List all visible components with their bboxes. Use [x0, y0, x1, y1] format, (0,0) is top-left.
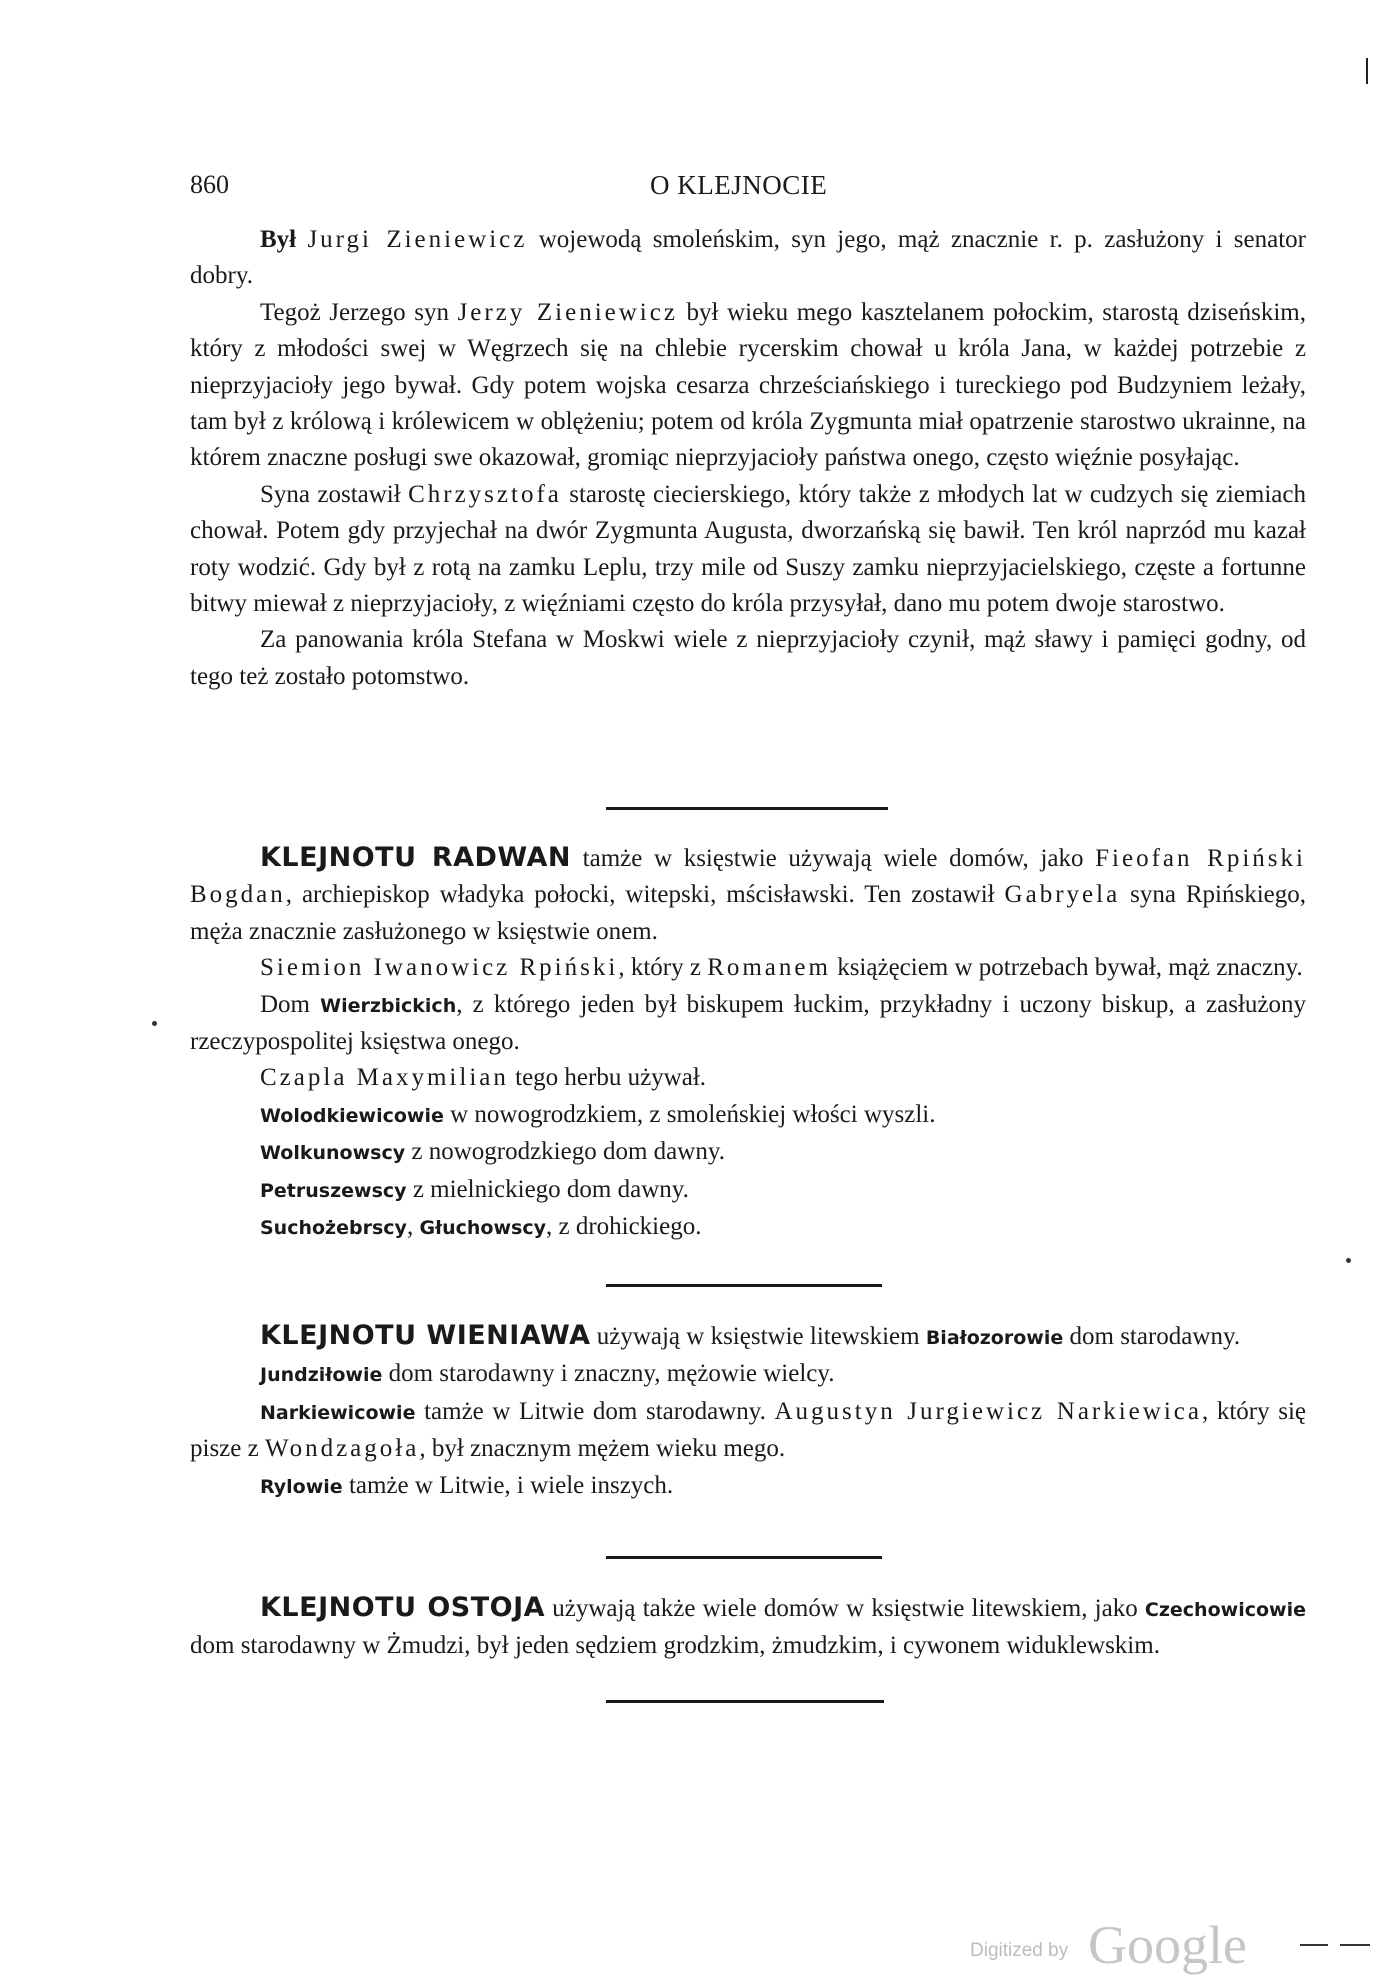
paragraph: Wolodkiewicowie w nowogrodzkiem, z smoleńskiej włości wyszli.	[260, 1100, 936, 1128]
section-heading: KLEJNOTU WIENIAWA	[260, 1320, 591, 1351]
section-zieniewicz	[190, 222, 1306, 695]
person-name: Chrzysztofa	[408, 480, 562, 508]
paragraph: Tegoż Jerzego syn Jerzy Zieniewicz był wieku mego kasztelanem połockim, starostą dziseńskim, który z młodości swej w Węgrzech się na chlebie rycerskim chował u króla Jana, w każdej potrzebie z nieprzyjacioły jego bywał. Gdy potem wojska cesarza chrześciańskiego i tureckiego pod Budzyniem leżały, tam był z królową i królewicem w oblężeniu; potem od króla Zygmunta miał opatrzenie starostwo ukrainne, na którem znaczne posługi swe okazował, gromiąc nieprzyjacioły państwa onego, często więźnie posyłając.	[190, 298, 1306, 472]
paragraph: Za panowania króla Stefana w Moskwi wiele z nieprzyjacioły czynił, mąż sławy i pamięci godny, od tego też zostało potomstwo.	[190, 626, 1306, 690]
person-name: Siemion Iwanowicz Rpiński	[260, 954, 619, 982]
section-radwan	[190, 840, 1306, 1246]
section-divider	[606, 807, 888, 810]
scan-edge-dash	[1340, 1944, 1370, 1946]
paragraph: KLEJNOTU RADWAN tamże w księstwie używają wiele domów, jako Fieofan Rpiński Bogdan, archiepiskop władyka połocki, witepski, mścisławski. Ten zostawił Gabryela syna Rpińskiego, męża znacznie zasłużonego w księstwie onem.	[190, 842, 1306, 945]
paragraph: Suchożebrscy, Głuchowscy, z drohickiego.	[260, 1213, 702, 1241]
family-name: Suchożebrscy	[260, 1217, 407, 1240]
family-name: Petruszewscy	[260, 1179, 407, 1202]
section-divider	[606, 1284, 882, 1287]
section-ostoja	[190, 1590, 1306, 1665]
family-name: Wierzbickich	[320, 994, 457, 1017]
person-name: Czapla Maxymilian	[260, 1064, 509, 1092]
person-name: Jerzy Zieniewicz	[457, 298, 678, 326]
person-name: Romanem	[707, 954, 831, 982]
paragraph: Jundziłowie dom starodawny i znaczny, mężowie wielcy.	[260, 1360, 835, 1388]
section-wieniawa	[190, 1318, 1306, 1505]
section-heading: KLEJNOTU RADWAN	[260, 842, 571, 873]
section-divider	[606, 1700, 884, 1703]
paragraph: Syna zostawił Chrzysztofa starostę ciecierskiego, który także z młodych lat w cudzych się ziemiach chował. Potem gdy przyjechał na dwór Zygmunta Augusta, dworzańską się bawił. Ten król naprzód mu kazał roty wodzić. Gdy był z rotą na zamku Leplu, trzy mile od Suszy zamku nieprzyjacielskiego, częste a fortunne bitwy miewał z nieprzyjacioły, z więźniami często do króla przysyłał, dano mu potem dwoje starostwo.	[190, 480, 1306, 618]
scan-edge-dash	[1300, 1944, 1328, 1946]
paragraph: Był Jurgi Zieniewicz wojewodą smoleńskim, syn jego, mąż znacznie r. p. zasłużony i senator dobry.	[190, 226, 1306, 290]
person-name: Augustyn Jurgiewicz Narkiewica	[774, 1397, 1202, 1425]
google-logo: Google	[1088, 1915, 1247, 1975]
paragraph: Narkiewicowie tamże w Litwie dom starodawny. Augustyn Jurgiewicz Narkiewica, który się pisze z Wondzagoła, był znacznym mężem wieku mego.	[190, 1397, 1307, 1463]
person-name: Jurgi Zieniewicz	[307, 226, 528, 253]
family-name: Wolodkiewicowie	[260, 1104, 444, 1127]
family-name: Jundziłowie	[260, 1364, 383, 1387]
family-name: Głuchowscy	[419, 1217, 546, 1240]
family-name: Białozorowie	[925, 1327, 1064, 1349]
paragraph: Petruszewscy z mielnickiego dom dawny.	[260, 1175, 689, 1203]
page-header	[190, 170, 1310, 206]
place-name: Wondzagoła	[264, 1435, 420, 1463]
person-name: Gabryela	[1004, 881, 1121, 909]
paragraph: Czapla Maxymilian tego herbu używał.	[260, 1064, 707, 1092]
paragraph: KLEJNOTU OSTOJA używają także wiele domów w księstwie litewskiem, jako Czechowicowie dom starodawny w Żmudzi, był jeden sędziem grodzkim, żmudzkim, i cywonem widuklewskim.	[190, 1592, 1306, 1660]
paragraph: Rylowie tamże w Litwie, i wiele inszych.	[260, 1471, 674, 1499]
paragraph: Dom Wierzbickich, z którego jeden był biskupem łuckim, przykładny i uczony biskup, a zasłużony rzeczypospolitej księstwa onego.	[190, 990, 1306, 1056]
family-name: Rylowie	[260, 1475, 343, 1498]
running-title: O KLEJNOCIE	[650, 170, 828, 200]
section-heading: KLEJNOTU OSTOJA	[260, 1592, 546, 1623]
paragraph: KLEJNOTU WIENIAWA używają w księstwie litewskiem Białozorowie dom starodawny.	[260, 1320, 1241, 1351]
scan-speck	[152, 1021, 157, 1026]
family-name: Narkiewicowie	[260, 1401, 416, 1424]
scan-edge-mark	[1366, 58, 1368, 84]
scan-speck	[1346, 1258, 1351, 1263]
watermark-caption: Digitized by	[970, 1940, 1069, 1961]
family-name: Wolkunowscy	[260, 1142, 406, 1165]
section-divider	[606, 1556, 882, 1559]
paragraph: Siemion Iwanowicz Rpiński, który z Romanem książęciem w potrzebach bywał, mąż znaczny.	[260, 954, 1303, 982]
family-name: Czechowicowie	[1144, 1599, 1306, 1621]
paragraph: Wolkunowscy z nowogrodzkiego dom dawny.	[260, 1138, 725, 1166]
person-name: Fieofan Rpiński Bogdan	[190, 845, 1306, 909]
page-number: 860	[190, 170, 229, 199]
